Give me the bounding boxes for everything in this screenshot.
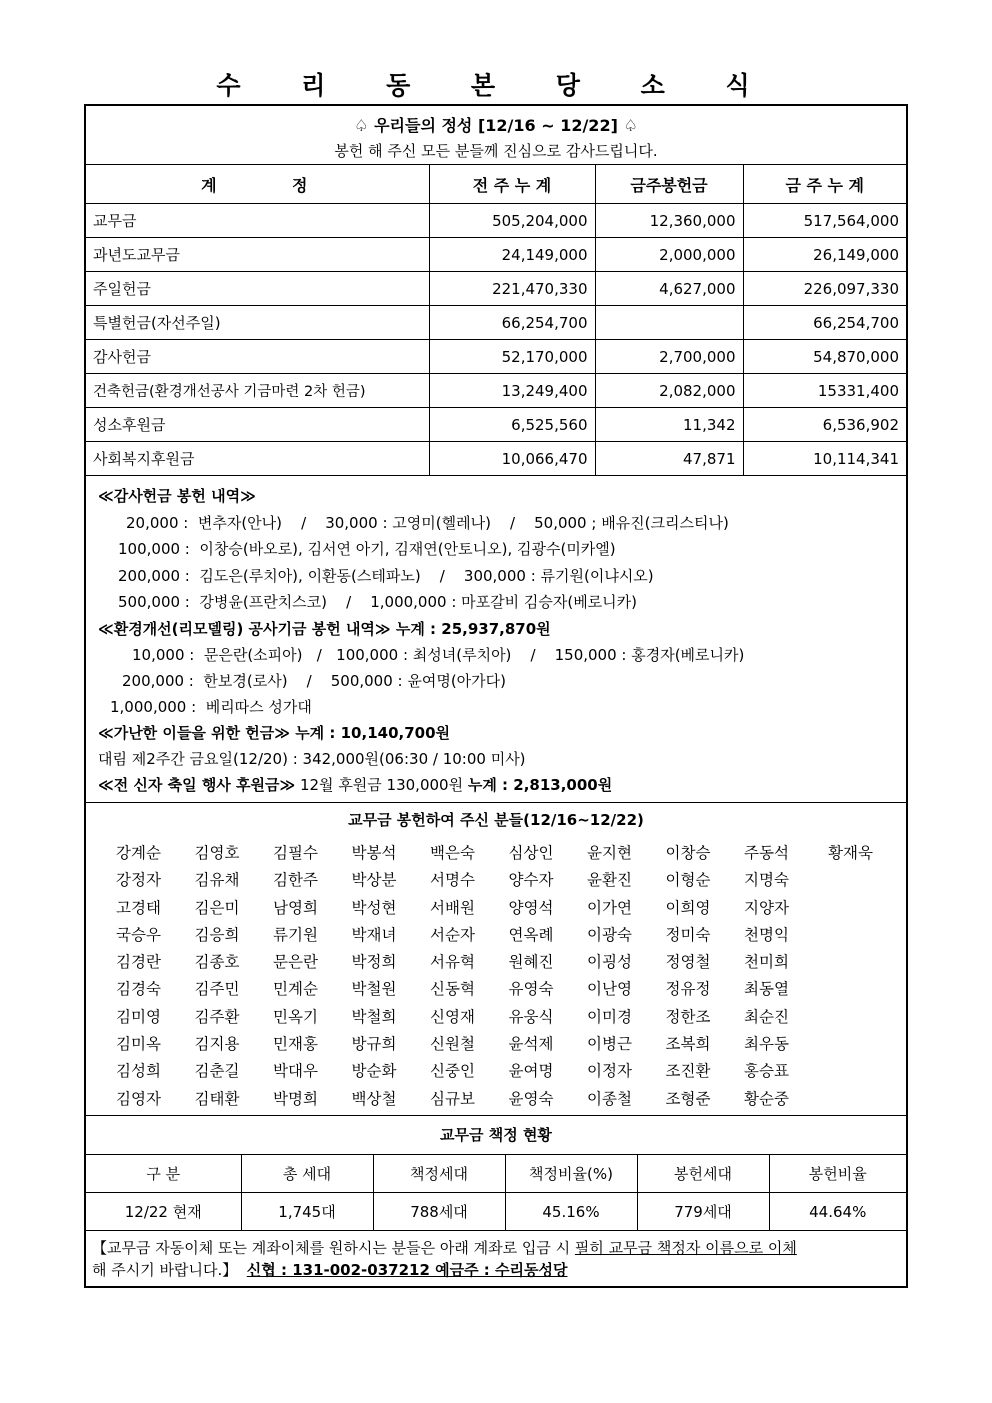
donor-name: 박철희 [351,1007,397,1026]
donor-row [116,1032,907,1059]
quota-value-row [86,1193,906,1231]
prev-total: 13,249,400 [429,374,595,408]
donor-name: 조진환 [665,1062,711,1081]
donor-name: 최동열 [744,980,789,999]
donor-name: 김지용 [194,1035,240,1054]
donor-name: 신원철 [430,1035,475,1054]
remodel-line: 200,000 : 한보경(로사) / 500,000 : 윤여명(아가다) [122,672,507,690]
donor-name: 최우동 [744,1035,789,1054]
offering-table [86,165,906,476]
quota-table [86,1155,906,1231]
donor-name: 이난영 [587,980,632,999]
donor-name: 박대우 [273,1062,318,1081]
notice-text-end: 해 주시기 바랍니다.】 [92,1261,247,1279]
quota-value: 45.16% [505,1193,637,1231]
donor-name: 김성희 [116,1062,161,1081]
account-name: 주일헌금 [86,272,429,306]
prev-total: 52,170,000 [429,340,595,374]
week-total: 66,254,700 [743,306,906,340]
donor-name: 강정자 [116,871,161,890]
donor-row [116,896,907,923]
donor-name: 김영자 [116,1089,161,1108]
poor-line: 대림 제2주간 금요일(12/20) : 342,000원(06:30 / 10:00 미사) [98,750,526,768]
thanks-line: 200,000 : 김도은(루치아), 이환동(스테파노) / 300,000 : 류기원(이냐시오) [118,567,654,585]
donor-name: 서배원 [430,898,475,917]
quota-value: 12/22 현재 [86,1193,241,1231]
prev-total: 505,204,000 [429,204,595,238]
donor-name: 유웅식 [508,1007,554,1026]
donor-name: 김경란 [116,953,161,972]
donor-name: 이가연 [587,898,632,917]
donor-name: 김경숙 [116,980,161,999]
donor-name: 김미영 [116,1007,161,1026]
donor-name: 김영호 [194,844,240,862]
donor-name: 방규희 [351,1035,397,1054]
donor-name: 정영철 [665,953,711,972]
account-name: 특별헌금(자선주일) [86,306,429,340]
column-header: 금주봉헌금 [595,165,743,204]
week-amount: 11,342 [595,408,743,442]
donor-name: 박성현 [351,898,397,917]
donor-name: 김춘길 [194,1062,240,1081]
donor-name: 이미경 [587,1007,632,1026]
week-total: 26,149,000 [743,238,906,272]
donor-name: 박명희 [273,1089,318,1108]
table-row [86,238,906,272]
donor-name: 윤지현 [587,844,632,862]
donor-name: 문은란 [273,953,318,972]
donor-name: 강계순 [116,844,161,862]
notice-text: 【교무금 자동이체 또는 계좌이체를 원하시는 분들은 아래 계좌로 입금 시 [92,1239,575,1257]
donor-row [116,868,907,895]
donor-name: 고경태 [116,898,161,917]
donor-name: 김종호 [194,953,240,972]
offering-table-header [86,165,906,204]
table-row [86,442,906,476]
column-header: 계 정 [86,165,429,204]
week-amount: 47,871 [595,442,743,476]
donor-name: 백상철 [351,1089,397,1108]
thanks-line: 100,000 : 이창승(바오로), 김서연 아기, 김재연(안토니오), 김광수(미카엘) [118,540,616,558]
donor-name: 박봉석 [351,844,397,862]
donor-name: 윤환진 [587,871,632,890]
donor-name: 방순화 [351,1062,397,1081]
week-total: 54,870,000 [743,340,906,374]
donor-name: 김태환 [194,1089,240,1108]
quota-title: 교무금 책정 현황 [86,1116,906,1155]
donor-name: 민계순 [273,980,318,999]
donor-name: 황순중 [744,1089,789,1108]
column-header: 전 주 누 계 [429,165,595,204]
donor-name: 심상인 [508,844,554,862]
account-name: 교무금 [86,204,429,238]
quota-header: 구 분 [86,1155,241,1193]
donor-title: 교무금 봉헌하여 주신 분들(12/16~12/22) [348,811,644,829]
prev-total: 24,149,000 [429,238,595,272]
quota-header: 봉헌비율 [769,1155,906,1193]
donor-name: 김은미 [194,898,240,917]
donor-name: 김주민 [194,980,240,999]
donor-name: 이병근 [587,1035,632,1054]
thanks-title: ≪감사헌금 봉헌 내역≫ [98,487,256,505]
account-name: 성소후원금 [86,408,429,442]
donor-name: 정한조 [665,1007,711,1026]
donor-row [116,977,907,1004]
donor-name: 박철원 [351,980,397,999]
donor-name: 민옥기 [273,1007,318,1026]
week-total: 226,097,330 [743,272,906,306]
donor-name: 이굉성 [587,953,632,972]
account-name: 과년도교무금 [86,238,429,272]
quota-value: 1,745대 [241,1193,373,1231]
donor-name: 조복희 [665,1035,711,1054]
offering-details [86,476,906,803]
donor-row [116,841,907,868]
donor-row [116,1005,907,1032]
donor-name: 이광숙 [587,925,632,944]
donor-name: 백은숙 [430,844,475,862]
quota-header: 봉헌세대 [637,1155,769,1193]
week-total: 15331,400 [743,374,906,408]
donor-name: 연옥례 [508,925,554,944]
table-row [86,408,906,442]
donor-name: 서명수 [430,871,475,890]
prev-total: 66,254,700 [429,306,595,340]
donor-name: 양영석 [508,898,554,917]
bulletin-frame [84,104,908,1288]
week-amount: 2,082,000 [595,374,743,408]
donor-name: 원혜진 [508,953,554,972]
week-total: 10,114,341 [743,442,906,476]
week-total: 6,536,902 [743,408,906,442]
donor-name: 박정희 [351,953,397,972]
table-row [86,340,906,374]
donor-name: 지양자 [744,898,789,917]
account-name: 감사헌금 [86,340,429,374]
bank-account: 신협 : 131-002-037212 예금주 : 수리동성당 [246,1261,568,1279]
quota-header-row [86,1155,906,1193]
donor-name: 주동석 [744,844,789,862]
donor-name: 홍승표 [744,1062,789,1081]
donor-name: 천미희 [744,953,789,972]
prev-total: 6,525,560 [429,408,595,442]
week-amount: 12,360,000 [595,204,743,238]
quota-header: 책정비율(%) [505,1155,637,1193]
page-title: 수 리 동 본 당 소 식 [216,71,776,100]
donor-row [116,923,907,950]
donor-name: 김미옥 [116,1035,161,1054]
offering-heading: ♤ 우리들의 정성 [12/16 ~ 12/22] ♤ [354,116,638,135]
week-amount: 4,627,000 [595,272,743,306]
donor-name: 민재홍 [273,1035,318,1054]
donor-name: 서순자 [430,925,475,944]
week-amount: 2,000,000 [595,238,743,272]
transfer-notice [86,1231,906,1281]
column-header: 금 주 누 계 [743,165,906,204]
donor-name: 양수자 [508,871,554,890]
thanks-line: 500,000 : 강병윤(프란치스코) / 1,000,000 : 마포갈비 김승자(베로니카) [118,593,638,611]
poor-title: ≪가난한 이들을 위한 헌금≫ 누계 : 10,140,700원 [98,724,451,742]
donor-name: 윤영숙 [508,1089,554,1108]
donor-name: 김필수 [273,844,318,862]
donor-name: 김주환 [194,1007,240,1026]
seminary-total: 누계 : 2,813,000원 [467,776,613,794]
donor-name: 이종철 [587,1089,632,1108]
table-row [86,204,906,238]
prev-total: 10,066,470 [429,442,595,476]
table-row [86,374,906,408]
donor-name: 이창승 [665,844,711,862]
notice-emphasis: 필히 교무금 책정자 이름으로 이체 [574,1239,797,1257]
donor-name: 유영숙 [508,980,554,999]
donor-name: 박상분 [351,871,397,890]
week-total: 517,564,000 [743,204,906,238]
donor-name: 이희영 [665,898,711,917]
donor-name: 박재녀 [351,925,397,944]
account-name: 건축헌금(환경개선공사 기금마련 2차 헌금) [86,374,429,408]
donor-name: 신영재 [430,1007,475,1026]
donor-name: 정미숙 [665,925,711,944]
donor-name: 김유채 [194,871,240,890]
seminary-line [98,774,612,795]
donor-row [116,950,907,977]
donor-name: 김한주 [273,871,318,890]
donor-name: 정유정 [665,980,711,999]
table-row [86,306,906,340]
table-row [86,272,906,306]
offering-header [86,106,906,165]
seminary-monthly: 12월 후원금 130,000원 [295,776,468,794]
donor-name: 남영희 [273,898,318,917]
donor-name: 심규보 [430,1089,475,1108]
quota-header: 책정세대 [373,1155,505,1193]
donor-name: 서유혁 [430,953,475,972]
donor-name: 윤석제 [508,1035,554,1054]
donor-name: 류기원 [273,925,318,944]
prev-total: 221,470,330 [429,272,595,306]
donor-name: 조형준 [665,1089,711,1108]
quota-value: 788세대 [373,1193,505,1231]
week-amount [595,306,743,340]
week-amount: 2,700,000 [595,340,743,374]
remodel-title: ≪환경개선(리모델링) 공사기금 봉헌 내역≫ 누계 : 25,937,870원 [98,620,551,638]
remodel-line: 1,000,000 : 베리따스 성가대 [110,698,312,716]
quota-header: 총 세대 [241,1155,373,1193]
quota-value: 779세대 [637,1193,769,1231]
thanks-line: 20,000 : 변추자(안나) / 30,000 : 고영미(헬레나) / 50,000 ; 배유진(크리스티나) [126,514,729,532]
donor-name: 최순진 [744,1007,789,1026]
donor-name: 이정자 [587,1062,632,1081]
donor-name: 신동혁 [430,980,475,999]
donor-name: 이형순 [665,871,711,890]
donor-name: 김응희 [194,925,240,944]
donor-name: 지명숙 [744,871,789,890]
donor-name: 윤여명 [508,1062,554,1081]
donor-name: 국승우 [116,925,161,944]
donor-name: 신중인 [430,1062,475,1081]
seminary-title: ≪전 신자 축일 행사 후원금≫ [98,776,296,794]
donor-grid [116,841,907,1114]
account-name: 사회복지후원금 [86,442,429,476]
remodel-line: 10,000 : 문은란(소피아) / 100,000 : 최성녀(루치아) / 150,000 : 홍경자(베로니카) [132,646,745,664]
offering-subheading: 봉헌 해 주신 모든 분들께 진심으로 감사드립니다. [334,142,658,160]
donor-row [116,1087,907,1114]
donor-name: 황재욱 [828,844,873,862]
quota-value: 44.64% [769,1193,906,1231]
donor-section [86,803,906,1116]
donor-row [116,1059,907,1086]
donor-name: 천명익 [744,925,789,944]
